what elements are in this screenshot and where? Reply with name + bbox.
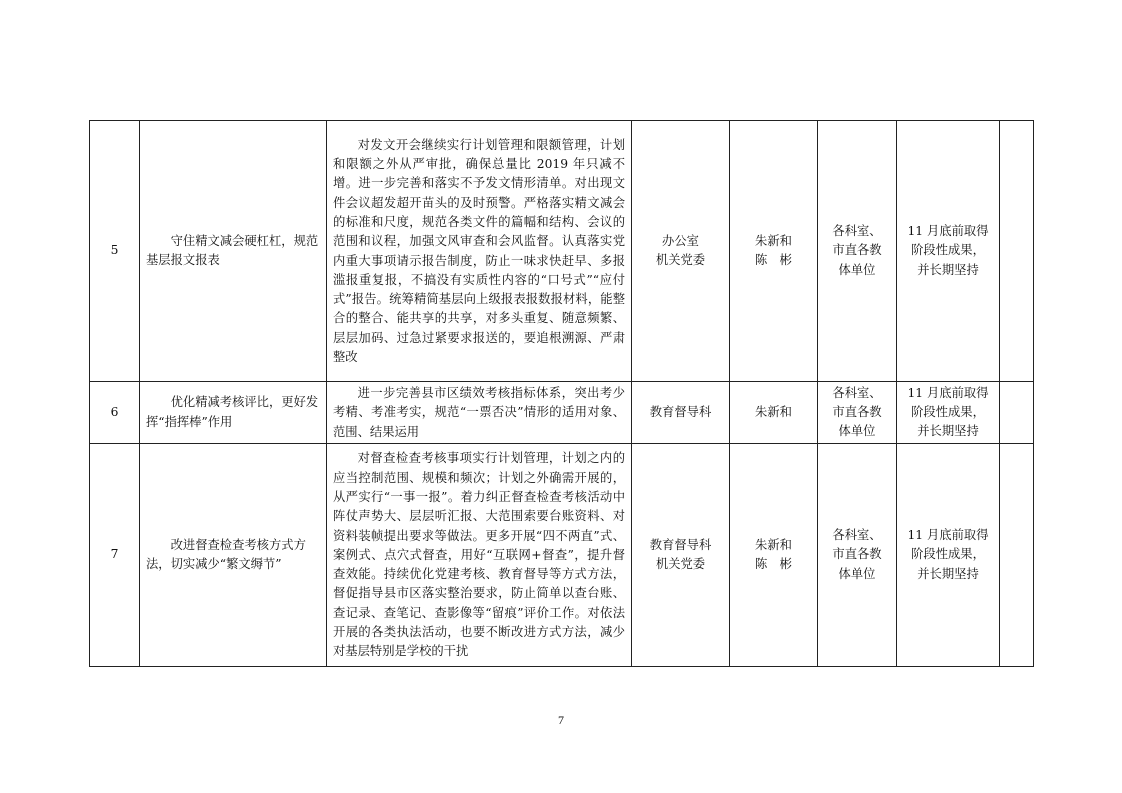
task-measures: 对督查检查考核事项实行计划管理，计划之内的应当控制范围、规模和频次；计划之外确需开展的，从严实行“一事一报”。着力纠正督查检查考核活动中阵仗声势大、层层听汇报、大范围索要台账资料、对资料装帧提出要求等做法。更多开展“四不两直”式、案例式、点穴式督查，用好“互联网+督查”，提升督查效能。持续优化党建考核、教育督导等方式方法，督促指导县市区落实整治要求，防止简单以查台账、查记录、查笔记、查影像等“留痕”评价工作。对依法开展的各类执法活动，也要不断改进方式方法，减少对基层特别是学校的干扰 [327, 444, 632, 667]
responsible-units: 各科室、 市直各教 体单位 [818, 121, 897, 382]
responsible-leader: 朱新和 [730, 382, 818, 444]
responsible-units: 各科室、 市直各教 体单位 [818, 382, 897, 444]
task-measures: 对发文开会继续实行计划管理和限额管理，计划和限额之外从严审批，确保总量比 2019 年只减不增。进一步完善和落实不予发文情形清单。对出现文件会议超发超开苗头的及时预警。严格落实精文减会的标准和尺度，规范各类文件的篇幅和结构、会议的范围和议程，加强文风审查和会风监督。认真落实党内重大事项请示报告制度，防止一味求快赶早、多报滥报重复报，不搞没有实质性内容的“口号式”“应付式”报告。统筹精简基层向上级报表报数报材料，能整合的整合、能共享的共享，对多头重复、随意频繁、层层加码、过急过紧要求报送的，要追根溯源、严肃整改 [327, 121, 632, 382]
lead-department: 教育督导科 [632, 382, 730, 444]
task-measures: 进一步完善县市区绩效考核指标体系，突出考少考精、考准考实，规范“一票否决”情形的适用对象、范围、结果运用 [327, 382, 632, 444]
table-row [90, 382, 1034, 444]
responsible-units: 各科室、 市直各教 体单位 [818, 444, 897, 667]
remark [1000, 444, 1034, 667]
responsible-leader: 朱新和 陈 彬 [730, 121, 818, 382]
task-item: 改进督查检查考核方式方法，切实减少“繁文缛节” [140, 444, 327, 667]
timeline: 11 月底前取得 阶段性成果， 并长期坚持 [897, 444, 1000, 667]
timeline: 11 月底前取得 阶段性成果， 并长期坚持 [897, 121, 1000, 382]
row-number: 7 [90, 444, 140, 667]
row-number: 5 [90, 121, 140, 382]
table-row [90, 444, 1034, 667]
work-task-table [89, 120, 1034, 667]
lead-department: 办公室 机关党委 [632, 121, 730, 382]
task-item: 守住精文减会硬杠杠，规范基层报文报表 [140, 121, 327, 382]
remark [1000, 121, 1034, 382]
responsible-leader: 朱新和 陈 彬 [730, 444, 818, 667]
task-item: 优化精减考核评比，更好发挥“指挥棒”作用 [140, 382, 327, 444]
table-row [90, 121, 1034, 382]
remark [1000, 382, 1034, 444]
lead-department: 教育督导科 机关党委 [632, 444, 730, 667]
page-number: 7 [558, 713, 564, 727]
timeline: 11 月底前取得 阶段性成果， 并长期坚持 [897, 382, 1000, 444]
row-number: 6 [90, 382, 140, 444]
